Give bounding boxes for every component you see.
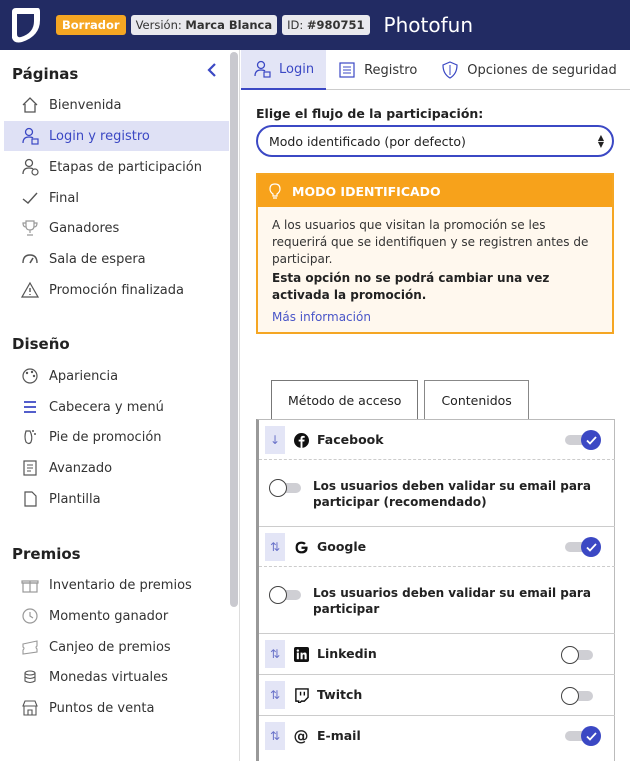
subtab-access-method[interactable]: Método de acceso (271, 380, 418, 420)
palette-icon (20, 366, 40, 386)
facebook-toggle[interactable] (565, 430, 601, 450)
sidebar-scrollbar[interactable] (230, 52, 238, 607)
notice-body (258, 207, 612, 336)
tab-registro[interactable] (326, 50, 429, 90)
version-prefix: Versión: (135, 18, 182, 32)
tab-label: Registro (364, 62, 418, 78)
list-icon (338, 61, 356, 79)
coins-icon (20, 667, 40, 687)
access-subtabs (271, 380, 535, 420)
select-arrows-icon: ▲ ▼ (597, 133, 604, 149)
version-badge (131, 15, 278, 35)
page-icon (20, 489, 40, 509)
sidebar-item-final[interactable] (4, 183, 229, 213)
version-value: Marca Blanca (185, 18, 273, 32)
user-lock-icon (20, 126, 40, 146)
sidebar-item-welcome[interactable] (4, 90, 229, 120)
gauge-icon (20, 249, 40, 269)
method-row-linkedin (259, 634, 615, 675)
flow-label: Elige el flujo de la participación: (256, 106, 484, 121)
tab-security[interactable] (429, 50, 628, 90)
sidebar-item-label: Puntos de venta (49, 700, 155, 716)
sidebar-item-waiting-room[interactable] (4, 244, 229, 274)
warning-icon (20, 280, 40, 300)
drag-handle-icon[interactable]: ⇅ (265, 681, 285, 709)
sidebar-item-label: Plantilla (49, 491, 101, 507)
id-value: #980751 (306, 18, 365, 32)
sidebar-item-promo-ended[interactable] (4, 275, 229, 305)
method-name: E-mail (317, 728, 361, 743)
status-badge-draft: Borrador (56, 15, 126, 35)
flow-select-value: Modo identificado (por defecto) (269, 133, 466, 149)
email-toggle[interactable] (565, 726, 601, 746)
sidebar-item-label: Canjeo de premios (49, 639, 171, 655)
sidebar-item-stages[interactable] (4, 152, 229, 182)
method-row-email (259, 716, 615, 757)
sidebar-item-prize-redeem[interactable] (4, 632, 229, 662)
shield-icon (441, 61, 459, 79)
main-panel (241, 50, 630, 761)
google-toggle[interactable] (565, 537, 601, 557)
sidebar-item-label: Monedas virtuales (49, 669, 168, 685)
drag-handle-icon[interactable]: ↓ (265, 426, 285, 454)
sidebar-item-advanced[interactable] (4, 453, 229, 483)
sidebar-item-virtual-coins[interactable] (4, 662, 229, 692)
linkedin-toggle[interactable] (561, 645, 597, 665)
app-header (0, 0, 630, 50)
user-steps-icon (20, 157, 40, 177)
validate-email-text: Los usuarios deben validar su email para participar (313, 586, 591, 616)
gift-icon (20, 575, 40, 595)
drag-handle-icon[interactable]: ⇅ (265, 640, 285, 668)
subtab-contents[interactable]: Contenidos (424, 380, 528, 420)
id-prefix: ID: (287, 18, 304, 32)
method-row-google (259, 527, 615, 567)
sidebar-item-label: Inventario de premios (49, 577, 192, 593)
drag-handle-icon[interactable]: ⇅ (265, 533, 285, 561)
more-info-link[interactable]: Más información (272, 310, 371, 324)
notice-warning: Esta opción no se podrá cambiar una vez activada la promoción. (272, 271, 550, 302)
sidebar-item-label: Ganadores (49, 220, 120, 236)
notice-text: A los usuarios que visitan la promoción se les requerirá que se identifiquen y se registren antes de participar. (272, 218, 589, 266)
sidebar-section-prizes: Premios (12, 545, 81, 563)
footer-icon (20, 427, 40, 447)
sidebar-item-header-menu[interactable] (4, 392, 229, 422)
user-lock-icon (253, 60, 271, 78)
sidebar-item-label: Promoción finalizada (49, 282, 184, 298)
sidebar-item-winning-moment[interactable] (4, 601, 229, 631)
sidebar-item-appearance[interactable] (4, 361, 229, 391)
method-name: Linkedin (317, 646, 377, 661)
collapse-sidebar-icon[interactable] (204, 62, 220, 78)
method-row-twitch (259, 675, 615, 716)
sidebar-item-label: Pie de promoción (49, 429, 162, 445)
sidebar-item-label: Cabecera y menú (49, 399, 164, 415)
sidebar-item-label: Sala de espera (49, 251, 146, 267)
notice-header (258, 175, 612, 207)
sidebar-item-label: Etapas de participación (49, 159, 202, 175)
clock-icon (20, 606, 40, 626)
access-methods-list (256, 419, 615, 761)
sidebar-item-winners[interactable] (4, 213, 229, 243)
drag-handle-icon[interactable]: ⇅ (265, 722, 285, 750)
sidebar-item-label: Login y registro (49, 128, 150, 144)
menu-icon (20, 397, 40, 417)
notice-title: MODO IDENTIFICADO (292, 183, 441, 199)
tab-label: Opciones de seguridad (467, 62, 617, 78)
sidebar-section-pages: Páginas (12, 65, 79, 83)
check-icon (20, 188, 40, 208)
tab-login[interactable] (241, 50, 326, 90)
method-name: Facebook (317, 432, 384, 447)
at-icon: @ (293, 727, 309, 745)
store-icon (20, 698, 40, 718)
sidebar-item-footer[interactable] (4, 422, 229, 452)
sidebar-item-template[interactable] (4, 484, 229, 514)
method-row-facebook (259, 420, 615, 460)
app-title: Photofun (383, 13, 473, 37)
facebook-validate-email-row (259, 460, 615, 527)
sidebar-section-design: Diseño (12, 335, 70, 353)
method-name: Twitch (317, 687, 363, 702)
method-name: Google (317, 539, 367, 554)
sidebar-item-points-of-sale[interactable] (4, 693, 229, 723)
ticket-icon (20, 637, 40, 657)
google-validate-email-row (259, 567, 615, 634)
sidebar-item-label: Avanzado (49, 460, 113, 476)
facebook-validate-email-toggle[interactable] (269, 478, 305, 498)
lightbulb-icon (268, 183, 282, 199)
validate-email-text: Los usuarios deben validar su email para participar (recomendado) (313, 479, 591, 509)
id-badge (282, 15, 369, 35)
tab-bar (241, 50, 630, 90)
twitch-icon (293, 687, 309, 703)
tab-label: Login (279, 61, 315, 77)
sidebar-item-label: Momento ganador (49, 608, 169, 624)
google-icon (293, 539, 309, 555)
home-icon (20, 95, 40, 115)
sidebar-item-label: Apariencia (49, 368, 119, 384)
linkedin-icon (293, 646, 309, 662)
identified-mode-notice (256, 173, 614, 334)
sidebar-item-login[interactable] (4, 121, 229, 151)
sidebar-item-label: Final (49, 190, 79, 206)
facebook-icon (293, 432, 309, 448)
twitch-toggle[interactable] (561, 686, 597, 706)
trophy-icon (20, 218, 40, 238)
app-logo-icon[interactable] (5, 3, 45, 47)
google-validate-email-toggle[interactable] (269, 585, 305, 605)
sidebar-item-prize-inventory[interactable] (4, 570, 229, 600)
sidebar-item-label: Bienvenida (49, 97, 122, 113)
code-file-icon (20, 458, 40, 478)
sidebar (0, 50, 240, 761)
flow-select[interactable] (256, 125, 614, 157)
